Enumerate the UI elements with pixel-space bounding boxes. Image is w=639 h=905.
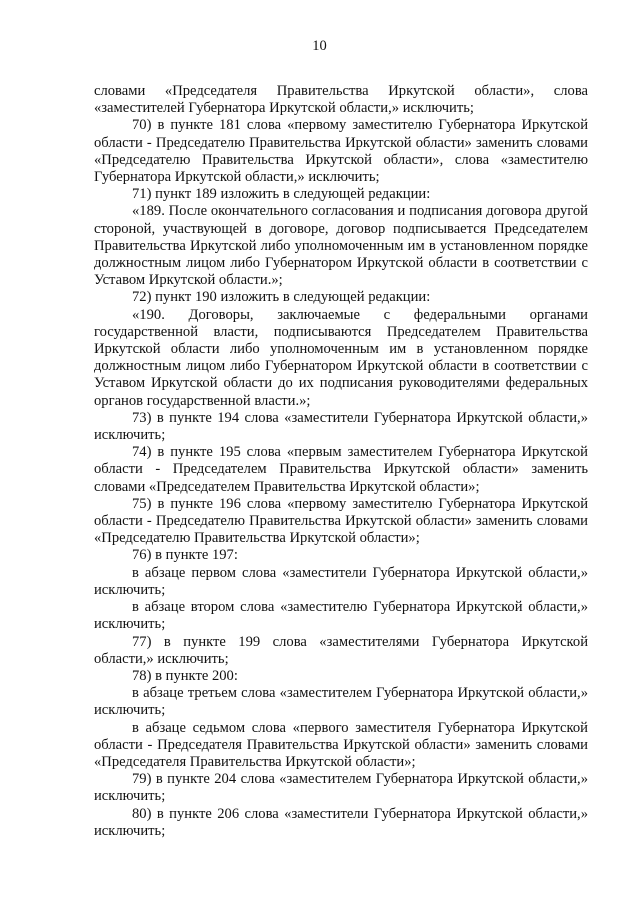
paragraph-item-78-seventh: в абзаце седьмом слова «первого заместителя Губернатора Иркутской области - Председателя Правительства Иркутской области» заменить словами «Председателя Правительства Иркутской области»; (94, 719, 588, 770)
paragraph-item-76-first: в абзаце первом слова «заместители Губернатора Иркутской области,» исключить; (94, 564, 588, 598)
paragraph-item-76-second: в абзаце втором слова «заместителю Губернатора Иркутской области,» исключить; (94, 599, 588, 633)
paragraph-item-70: 70) в пункте 181 слова «первому заместителю Губернатора Иркутской области - Председателю Правительства Иркутской области» заменить словами «Председателю Правительства Иркутской области», слова «заместителю Губернатора Иркутской области,» исключить; (94, 117, 588, 186)
document-body (94, 83, 588, 840)
paragraph-item-77: 77) в пункте 199 слова «заместителями Губернатора Иркутской области,» исключить; (94, 633, 588, 667)
paragraph-item-73: 73) в пункте 194 слова «заместители Губернатора Иркутской области,» исключить; (94, 409, 588, 444)
paragraph-clause-189: «189. После окончательного согласования и подписания договора другой стороной, участвующей в договоре, договор подписывается Председателем Правительства Иркутской либо уполномоченным им в установленном порядке должностным лицом либо Губернатором Иркутской области в соответствии с Уставом Иркутской области.»; (94, 203, 588, 289)
paragraph-item-74: 74) в пункте 195 слова «первым заместителем Губернатора Иркутской области - Председателем Правительства Иркутской области» заменить словами «Председателем Правительства Иркутской области»; (94, 444, 588, 495)
paragraph-item-80: 80) в пункте 206 слова «заместители Губернатора Иркутской области,» исключить; (94, 805, 588, 839)
paragraph-continuation: словами «Председателя Правительства Иркутской области», слова «заместителей Губернатора Иркутской области,» исключить; (94, 83, 588, 117)
paragraph-item-79: 79) в пункте 204 слова «заместителем Губернатора Иркутской области,» исключить; (94, 771, 588, 805)
page-number: 10 (312, 38, 327, 54)
paragraph-item-78-third: в абзаце третьем слова «заместителем Губернатора Иркутской области,» исключить; (94, 685, 588, 719)
paragraph-item-75: 75) в пункте 196 слова «первому заместителю Губернатора Иркутской области - Председателю Правительства Иркутской области» заменить словами «Председателю Правительства Иркутской области»; (94, 495, 588, 547)
paragraph-clause-190: «190. Договоры, заключаемые с федеральными органами государственной власти, подписываются Председателем Правительства Иркутской области либо уполномоченным им в установленном порядке должностным лицом либо Губернатором Иркутской области в соответствии с Уставом Иркутской области до их подписания руководителями федеральных органов государственной власти.»; (94, 306, 588, 409)
paragraph-item-76: 76) в пункте 197: (132, 547, 238, 564)
paragraph-item-72: 72) пункт 190 изложить в следующей редакции: (132, 289, 431, 306)
paragraph-item-71: 71) пункт 189 изложить в следующей редакции: (132, 186, 431, 203)
paragraph-item-78: 78) в пункте 200: (132, 667, 238, 684)
